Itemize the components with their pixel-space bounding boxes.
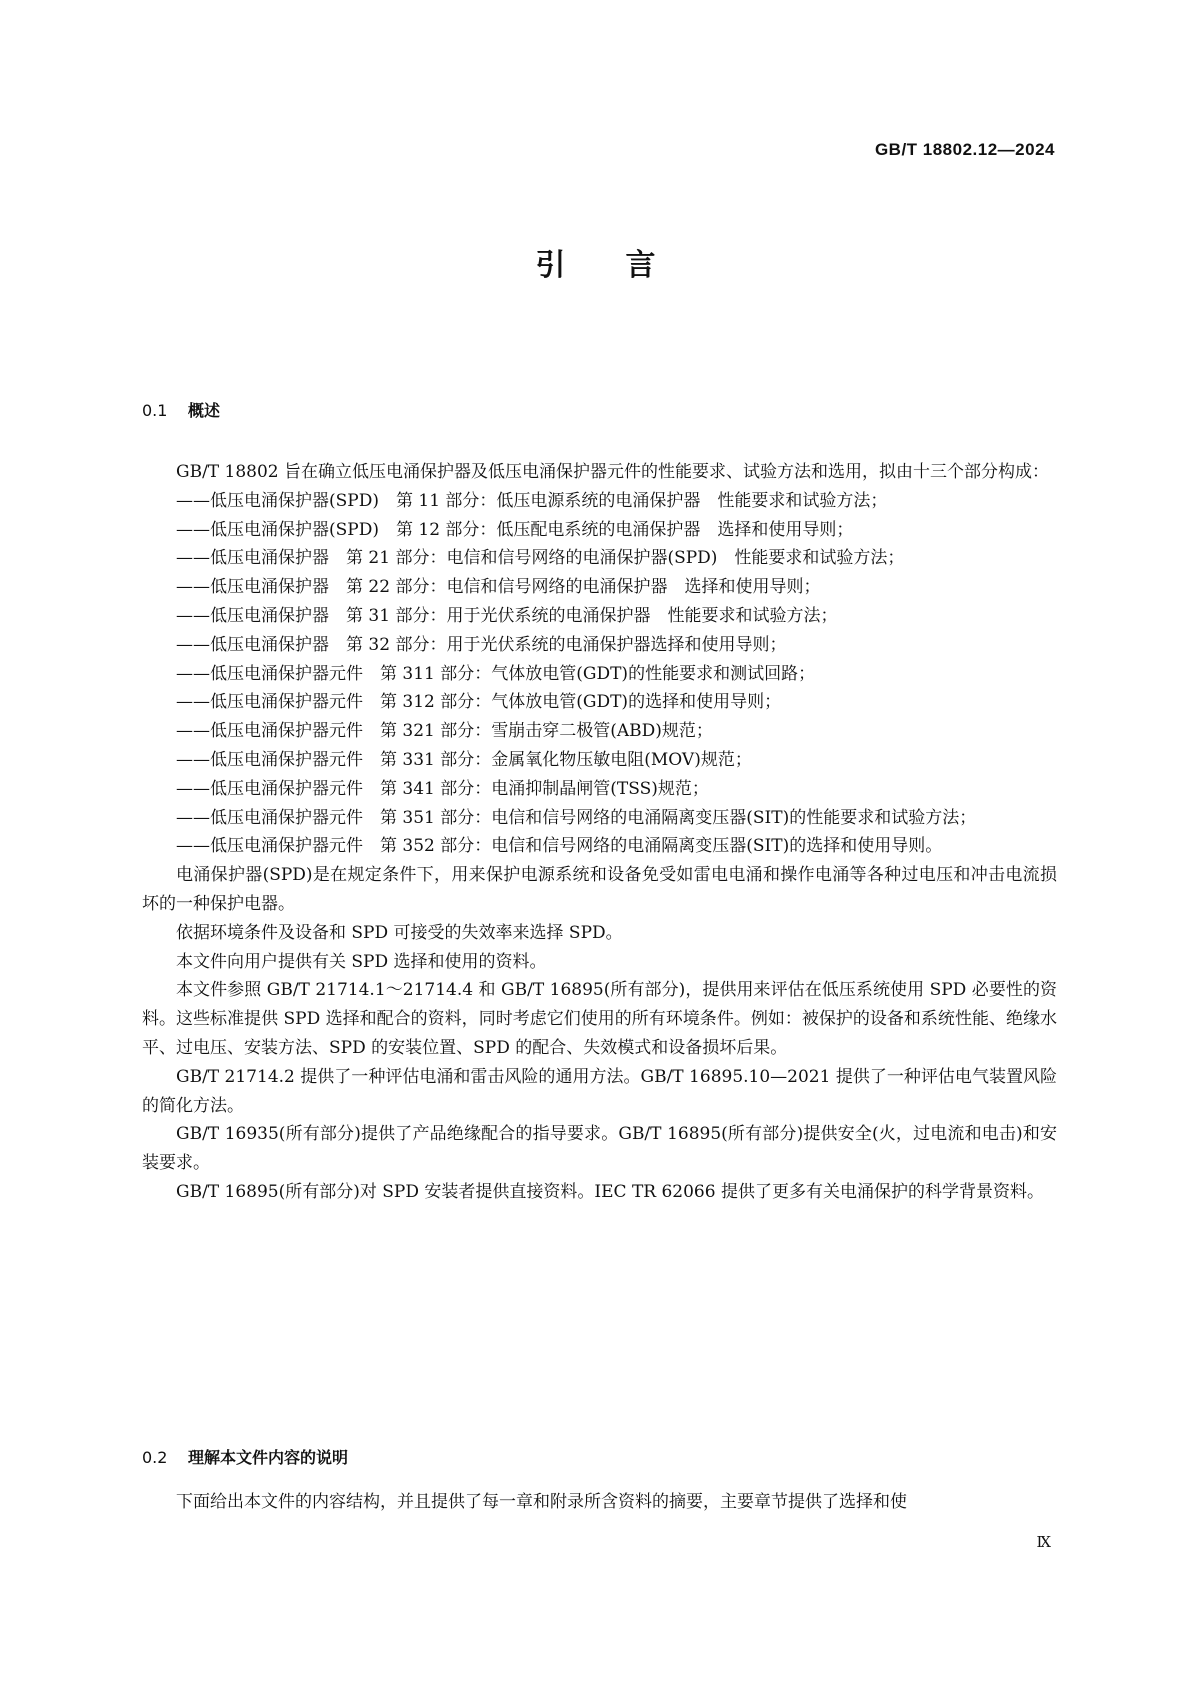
list-item: ——低压电涌保护器元件 第 312 部分：气体放电管(GDT)的选择和使用导则；: [176, 692, 782, 713]
parts-list: [142, 487, 1057, 861]
list-item: ——低压电涌保护器(SPD) 第 12 部分：低压配电系统的电涌保护器 选择和使用导则；: [176, 519, 854, 540]
standard-number: GB/T 18802.12—2024: [874, 140, 1055, 159]
section-heading-0-2: [142, 1445, 348, 1468]
section-body-0-2: [142, 1488, 1057, 1517]
body-paragraph: 下面给出本文件的内容结构，并且提供了每一章和附录所含资料的摘要，主要章节提供了选择和使: [176, 1492, 907, 1512]
list-item: ——低压电涌保护器 第 21 部分：电信和信号网络的电涌保护器(SPD) 性能要求和试验方法；: [176, 548, 905, 569]
section-title: 理解本文件内容的说明: [188, 1448, 349, 1467]
list-item: ——低压电涌保护器 第 22 部分：电信和信号网络的电涌保护器 选择和使用导则；: [176, 577, 821, 598]
list-item: ——低压电涌保护器元件 第 352 部分：电信和信号网络的电涌隔离变压器(SIT)的选择和使用导则。: [176, 836, 943, 857]
body-paragraph: GB/T 16895(所有部分)对 SPD 安装者提供直接资料。IEC TR 62066 提供了更多有关电涌保护的科学背景资料。: [176, 1181, 1044, 1202]
body-paragraph: 本文件向用户提供有关 SPD 选择和使用的资料。: [176, 951, 547, 972]
body-paragraph: GB/T 16935(所有部分)提供了产品绝缘配合的指导要求。GB/T 16895(所有部分)提供安全(火，过电流和电击)和安装要求。: [142, 1124, 1057, 1174]
section-number: 0.1: [142, 401, 168, 420]
list-item: ——低压电涌保护器元件 第 311 部分：气体放电管(GDT)的性能要求和测试回路；: [176, 663, 816, 684]
list-item: ——低压电涌保护器元件 第 331 部分：金属氧化物压敏电阻(MOV)规范；: [176, 749, 752, 770]
section-heading-0-1: [142, 398, 220, 421]
page-title: 引言: [535, 248, 716, 283]
list-item: ——低压电涌保护器元件 第 341 部分：电涌抑制晶闸管(TSS)规范；: [176, 778, 709, 799]
body-paragraph: 电涌保护器(SPD)是在规定条件下，用来保护电源系统和设备免受如雷电电涌和操作电涌等各种过电压和冲击电流损坏的一种保护电器。: [142, 865, 1057, 914]
list-item: ——低压电涌保护器元件 第 351 部分：电信和信号网络的电涌隔离变压器(SIT)的性能要求和试验方法；: [176, 807, 977, 828]
body-paragraph: 依据环境条件及设备和 SPD 可接受的失效率来选择 SPD。: [176, 922, 623, 943]
list-item: ——低压电涌保护器 第 32 部分：用于光伏系统的电涌保护器选择和使用导则；: [176, 634, 787, 655]
body-paragraph: 本文件参照 GB/T 21714.1～21714.4 和 GB/T 16895(所有部分)，提供用来评估在低压系统使用 SPD 必要性的资料。这些标准提供 SPD 选择和配合的资料，同时考虑它们使用的所有环境条件。例如：被保护的设备和系统性能、绝缘水平、过电压、安装方法、SPD 的安装位置、SPD 的配合、失效模式和设备损坏后果。: [142, 980, 1057, 1058]
list-item: ——低压电涌保护器元件 第 321 部分：雪崩击穿二极管(ABD)规范；: [176, 721, 713, 742]
section-title: 概述: [188, 401, 221, 420]
page-number: Ⅸ: [1036, 1533, 1051, 1551]
list-item: ——低压电涌保护器 第 31 部分：用于光伏系统的电涌保护器 性能要求和试验方法；: [176, 605, 838, 626]
intro-paragraph: GB/T 18802 旨在确立低压电涌保护器及低压电涌保护器元件的性能要求、试验方法和选用，拟由十三个部分构成：: [176, 462, 1050, 482]
list-item: ——低压电涌保护器(SPD) 第 11 部分：低压电源系统的电涌保护器 性能要求和试验方法；: [176, 490, 888, 511]
section-number: 0.2: [142, 1448, 168, 1467]
section-body-0-1: [142, 458, 1057, 1207]
body-paragraph: GB/T 21714.2 提供了一种评估电涌和雷击风险的通用方法。GB/T 16895.10—2021 提供了一种评估电气装置风险的简化方法。: [142, 1066, 1057, 1116]
